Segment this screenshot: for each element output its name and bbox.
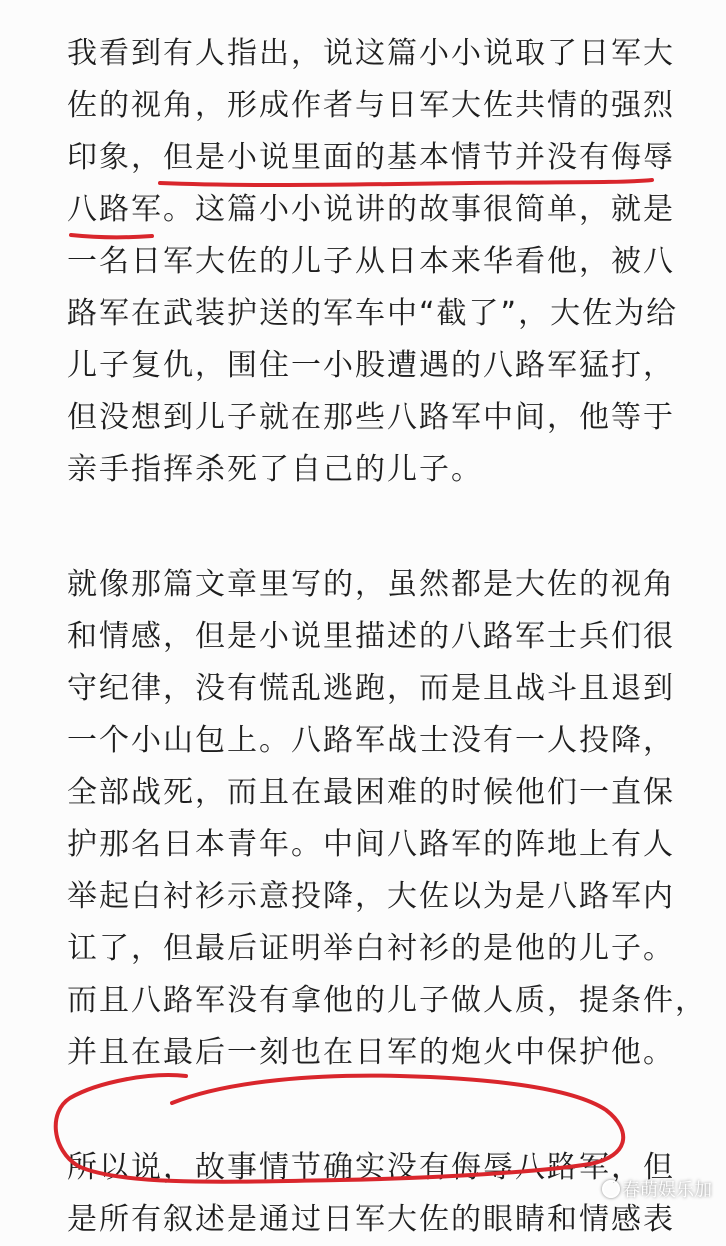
paragraph-3 xyxy=(67,1142,675,1246)
paragraph-spacer xyxy=(67,496,667,559)
text-line: 儿子复仇，围住一小股遭遇的八路军猛打， xyxy=(67,348,675,383)
text-line: 全部战死，而且在最困难的时候他们一直保 xyxy=(67,775,675,810)
text-line: 和情感，但是小说里描述的八路军士兵们很 xyxy=(67,619,675,654)
text-line: 举起白衬衫示意投降，大佐以为是八路军内 xyxy=(67,879,675,914)
article-body xyxy=(67,28,707,1246)
watermark-logo-icon xyxy=(602,1180,620,1198)
text-line: 而且八路军没有拿他的儿子做人质，提条件， xyxy=(67,983,707,1018)
text-line: 讧了，但最后证明举白衬衫的是他的儿子。 xyxy=(67,931,675,966)
watermark xyxy=(602,1176,712,1202)
text-line: 八路军。这篇小小说讲的故事很简单，就是 xyxy=(67,192,675,227)
text-line: 但没想到儿子就在那些八路军中间，他等于 xyxy=(67,400,675,435)
text-line: 我看到有人指出，说这篇小小说取了日军大 xyxy=(67,36,675,71)
text-line: 一名日军大佐的儿子从日本来华看他，被八 xyxy=(67,244,675,279)
paragraph-spacer xyxy=(67,1079,667,1142)
text-line: 就像那篇文章里写的，虽然都是大佐的视角 xyxy=(67,567,675,602)
text-line: 一个小山包上。八路军战士没有一人投降， xyxy=(67,723,675,758)
text-line: 印象，但是小说里面的基本情节并没有侮辱 xyxy=(67,140,675,175)
text-line: 路军在武装护送的军车中“截了”，大佐为给 xyxy=(67,296,679,331)
text-line: 所以说，故事情节确实没有侮辱八路军，但 xyxy=(67,1150,675,1185)
text-line: 亲手指挥杀死了自己的儿子。 xyxy=(67,452,483,487)
paragraph-1 xyxy=(67,28,679,496)
text-line: 护那名日本青年。中间八路军的阵地上有人 xyxy=(67,827,675,862)
text-line: 是所有叙述是通过日军大佐的眼睛和情感表 xyxy=(67,1202,675,1237)
text-line: 佐的视角，形成作者与日军大佐共情的强烈 xyxy=(67,88,675,123)
text-line: 守纪律，没有慌乱逃跑，而是且战斗且退到 xyxy=(67,671,675,706)
watermark-text: 春萌娱乐加 xyxy=(622,1180,712,1201)
text-line: 并且在最后一刻也在日军的炮火中保护他。 xyxy=(67,1035,675,1070)
paragraph-2 xyxy=(67,559,707,1079)
